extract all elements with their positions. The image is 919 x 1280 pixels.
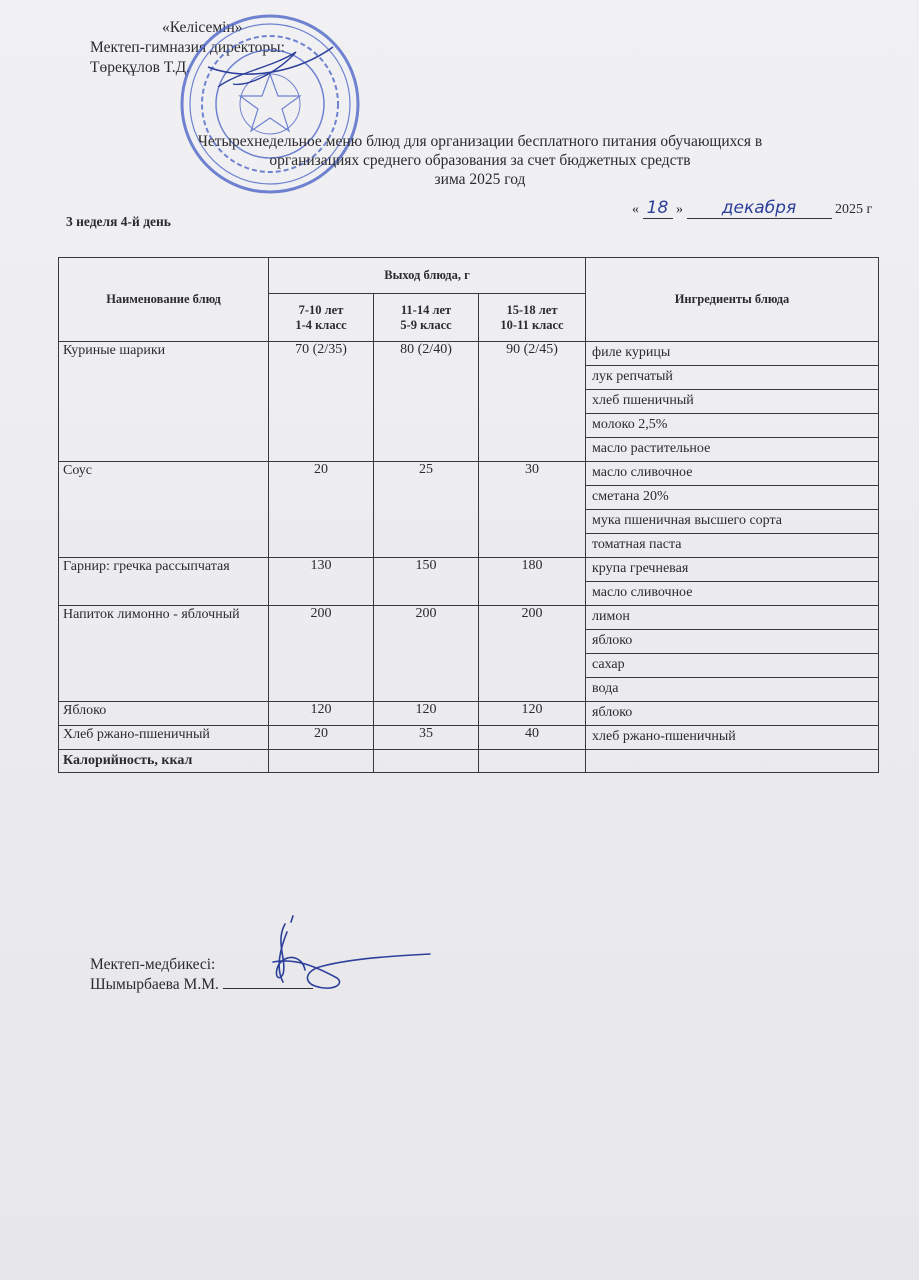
table-row	[59, 558, 879, 582]
portion-age-3: 120	[479, 702, 586, 726]
portion-age-1: 200	[269, 606, 374, 702]
ingredient: томатная паста	[586, 534, 879, 558]
approval-line-1: «Келісемін»	[162, 19, 243, 36]
approval-line-2: Мектеп-гимназия директоры:	[90, 39, 285, 56]
date-close-quote: »	[676, 202, 683, 217]
date-open-quote: «	[632, 202, 639, 217]
portion-age-2: 120	[374, 702, 479, 726]
portion-age-2: 150	[374, 558, 479, 606]
ingredient: хлеб ржано-пшеничный	[586, 726, 879, 750]
title-line-3: зима 2025 год	[434, 171, 526, 188]
portion-age-1: 120	[269, 702, 374, 726]
ingredient: масло растительное	[586, 438, 879, 462]
dish-name: Куриные шарики	[59, 342, 269, 462]
calories-ingredients	[586, 750, 879, 773]
table-row	[59, 462, 879, 486]
portion-age-2: 35	[374, 726, 479, 750]
ingredient: яблоко	[586, 702, 879, 726]
ingredient: вода	[586, 678, 879, 702]
calories-age-1	[269, 750, 374, 773]
portion-age-1: 20	[269, 726, 374, 750]
portion-age-3: 200	[479, 606, 586, 702]
portion-age-2: 25	[374, 462, 479, 558]
dish-name: Соус	[59, 462, 269, 558]
header-output: Выход блюда, г	[269, 258, 586, 294]
approval-line-3: Төреқұлов Т.Д.	[90, 59, 191, 76]
date-day: 18	[643, 198, 673, 219]
ingredient: филе курицы	[586, 342, 879, 366]
ingredient: сметана 20%	[586, 486, 879, 510]
calories-age-3	[479, 750, 586, 773]
calories-row	[59, 750, 879, 773]
ingredient: мука пшеничная высшего сорта	[586, 510, 879, 534]
date-month: декабря	[687, 198, 832, 219]
ingredient: лимон	[586, 606, 879, 630]
portion-age-2: 80 (2/40)	[374, 342, 479, 462]
header-age-group-2: 11-14 лет 5-9 класс	[374, 294, 479, 342]
portion-age-1: 70 (2/35)	[269, 342, 374, 462]
week-day-label: 3 неделя 4-й день	[66, 214, 171, 229]
portion-age-3: 30	[479, 462, 586, 558]
medic-line-2: Шымырбаева М.М.	[90, 975, 313, 995]
title-line-2: организациях среднего образования за счет бюджетных средств	[269, 152, 691, 169]
dish-name: Гарнир: гречка рассыпчатая	[59, 558, 269, 606]
portion-age-3: 90 (2/45)	[479, 342, 586, 462]
title-line-1: Четырехнедельное меню блюд для организации бесплатного питания обучающихся в	[197, 133, 763, 150]
medic-line-1: Мектеп-медбикесі:	[90, 956, 216, 973]
table-row	[59, 342, 879, 366]
date-year: 2025 г	[835, 202, 873, 217]
portion-age-3: 40	[479, 726, 586, 750]
document-title	[100, 132, 860, 189]
ingredient: яблоко	[586, 630, 879, 654]
dish-name: Напиток лимонно - яблочный	[59, 606, 269, 702]
table-row	[59, 606, 879, 630]
dish-name: Хлеб ржано-пшеничный	[59, 726, 269, 750]
portion-age-2: 200	[374, 606, 479, 702]
header-dish-name: Наименование блюд	[59, 258, 269, 342]
calories-age-2	[374, 750, 479, 773]
ingredient: лук репчатый	[586, 366, 879, 390]
ingredient: масло сливочное	[586, 582, 879, 606]
portion-age-1: 130	[269, 558, 374, 606]
ingredient: молоко 2,5%	[586, 414, 879, 438]
ingredient: сахар	[586, 654, 879, 678]
portion-age-1: 20	[269, 462, 374, 558]
ingredient: хлеб пшеничный	[586, 390, 879, 414]
portion-age-3: 180	[479, 558, 586, 606]
header-age-group-1: 7-10 лет 1-4 класс	[269, 294, 374, 342]
ingredient: масло сливочное	[586, 462, 879, 486]
dish-name: Яблоко	[59, 702, 269, 726]
medic-handwritten-signature	[245, 912, 435, 1002]
calories-label: Калорийность, ккал	[59, 750, 269, 773]
menu-table	[58, 257, 879, 773]
document-date	[632, 198, 872, 219]
table-row	[59, 726, 879, 750]
header-ingredients: Ингредиенты блюда	[586, 258, 879, 342]
ingredient: крупа гречневая	[586, 558, 879, 582]
header-age-group-3: 15-18 лет 10-11 класс	[479, 294, 586, 342]
table-row	[59, 702, 879, 726]
